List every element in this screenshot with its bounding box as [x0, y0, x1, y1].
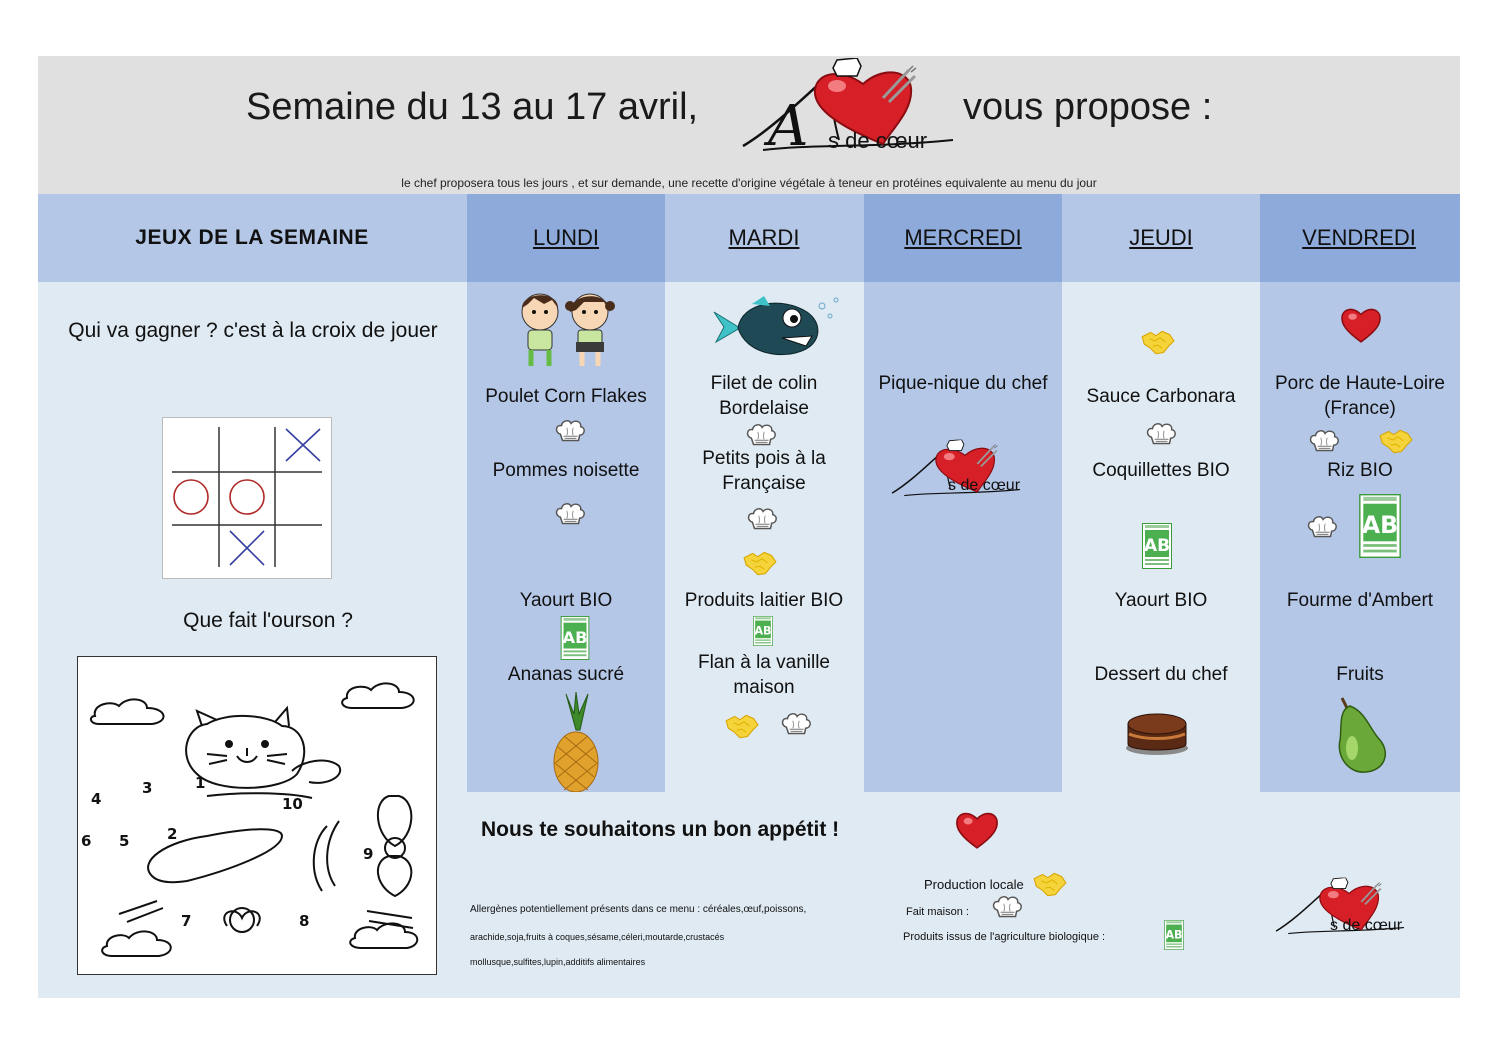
dot-number-9: 9 [363, 845, 374, 863]
games-question-ourson: Que fait l'ourson ? [183, 609, 353, 632]
cake-icon [1124, 708, 1190, 756]
subtitle: le chef proposera tous les jours , et sur demande, une recette d'origine végétale à teneur en protéines equivalente au menu du jour [401, 176, 1097, 190]
allergens-line-3: mollusque,sulfites,lupin,additifs alimentaires [470, 957, 646, 967]
pear-icon [1328, 696, 1390, 776]
day-header-jeudi: JEUDI [1129, 225, 1193, 250]
fait-maison-icon [780, 711, 812, 739]
mardi-dessert: Flan à la vanille maison [697, 652, 831, 698]
games-question-tictactoe: Qui va gagner ? c'est à la croix de jouer [68, 319, 438, 342]
fait-maison-icon [1145, 421, 1177, 449]
fait-maison-icon [746, 506, 778, 534]
jeudi-dairy: Yaourt BIO [1114, 590, 1208, 611]
legend-bio: Produits issus de l'agriculture biologique : [903, 931, 1106, 943]
vendredi-side: Riz BIO [1327, 460, 1393, 481]
logo-text: s de cœur [948, 477, 1021, 494]
lundi-main: Poulet Corn Flakes [485, 386, 647, 407]
heart-icon [1340, 306, 1382, 344]
fait-maison-icon [1306, 514, 1338, 542]
production-locale-icon [1032, 870, 1068, 898]
ab-bio-icon [1356, 494, 1404, 558]
mardi-side: Petits pois à la Française [702, 448, 826, 494]
column-mercredi [864, 282, 1062, 792]
title-right: vous propose : [963, 86, 1213, 128]
mercredi-main: Pique-nique du chef [878, 373, 1048, 394]
day-header-mardi: MARDI [728, 225, 800, 250]
page-header [38, 56, 1460, 194]
dot-number-10: 10 [282, 795, 303, 813]
ab-bio-icon [1140, 523, 1174, 569]
fait-maison-icon [554, 418, 586, 446]
fait-maison-icon [991, 894, 1023, 922]
dot-number-2: 2 [167, 825, 178, 843]
fait-maison-icon [1308, 428, 1340, 456]
lundi-dessert: Ananas sucré [507, 664, 625, 685]
dot-number-4: 4 [91, 790, 102, 808]
jeudi-main: Sauce Carbonara [1086, 386, 1236, 407]
heart-icon [954, 810, 1000, 850]
mardi-dairy: Produits laitier BIO [684, 590, 844, 611]
logo-initial: A [768, 94, 809, 159]
logo-text: s de cœur [828, 128, 928, 153]
day-header-vendredi: VENDREDI [1302, 225, 1416, 250]
dot-number-6: 6 [81, 832, 92, 850]
lundi-side: Pommes noisette [492, 460, 640, 481]
logo-text: s de cœur [1330, 917, 1403, 934]
vendredi-main: Porc de Haute-Loire (France) [1274, 373, 1446, 419]
dot-to-dot-drawing [77, 656, 437, 976]
tictactoe-grid [162, 417, 332, 579]
as-de-coeur-logo [886, 434, 1026, 506]
dot-number-5: 5 [119, 832, 130, 850]
vendredi-cheese: Fourme d'Ambert [1286, 590, 1434, 611]
bon-appetit-message: Nous te souhaitons un bon appétit ! [481, 818, 840, 841]
ab-bio-icon [559, 616, 591, 660]
ab-bio-icon [1163, 920, 1185, 950]
pineapple-icon [548, 692, 604, 792]
fait-maison-icon [554, 501, 586, 529]
allergens-line-2: arachide,soja,fruits à coques,sésame,céleri,moutarde,crustacés [470, 932, 725, 942]
legend-production-locale: Production locale [924, 877, 1024, 892]
fish-illustration [712, 292, 842, 362]
production-locale-icon [742, 549, 778, 577]
mardi-main: Filet de colin Bordelaise [710, 373, 818, 419]
day-header-lundi: LUNDI [532, 225, 599, 250]
legend-fait-maison: Fait maison : [906, 906, 969, 918]
dot-number-3: 3 [142, 779, 153, 797]
lundi-dairy: Yaourt BIO [519, 590, 613, 611]
production-locale-icon [1140, 328, 1176, 356]
games-title: JEUX DE LA SEMAINE [135, 226, 369, 249]
vendredi-dessert: Fruits [1336, 664, 1384, 685]
day-header-mercredi: MERCREDI [904, 225, 1022, 250]
dot-number-7: 7 [181, 912, 192, 930]
production-locale-icon [1378, 427, 1414, 455]
dot-number-1: 1 [195, 774, 206, 792]
title-left: Semaine du 13 au 17 avril, [246, 86, 699, 128]
production-locale-icon [724, 712, 760, 740]
jeudi-side: Coquillettes BIO [1092, 460, 1230, 481]
dot-number-8: 8 [299, 912, 310, 930]
allergens-line-1: Allergènes potentiellement présents dans ce menu : céréales,œuf,poissons, [470, 904, 807, 915]
menu-page [38, 56, 1460, 998]
ab-bio-icon [751, 616, 775, 646]
jeudi-dessert: Dessert du chef [1094, 664, 1228, 685]
kids-illustration [514, 284, 616, 368]
